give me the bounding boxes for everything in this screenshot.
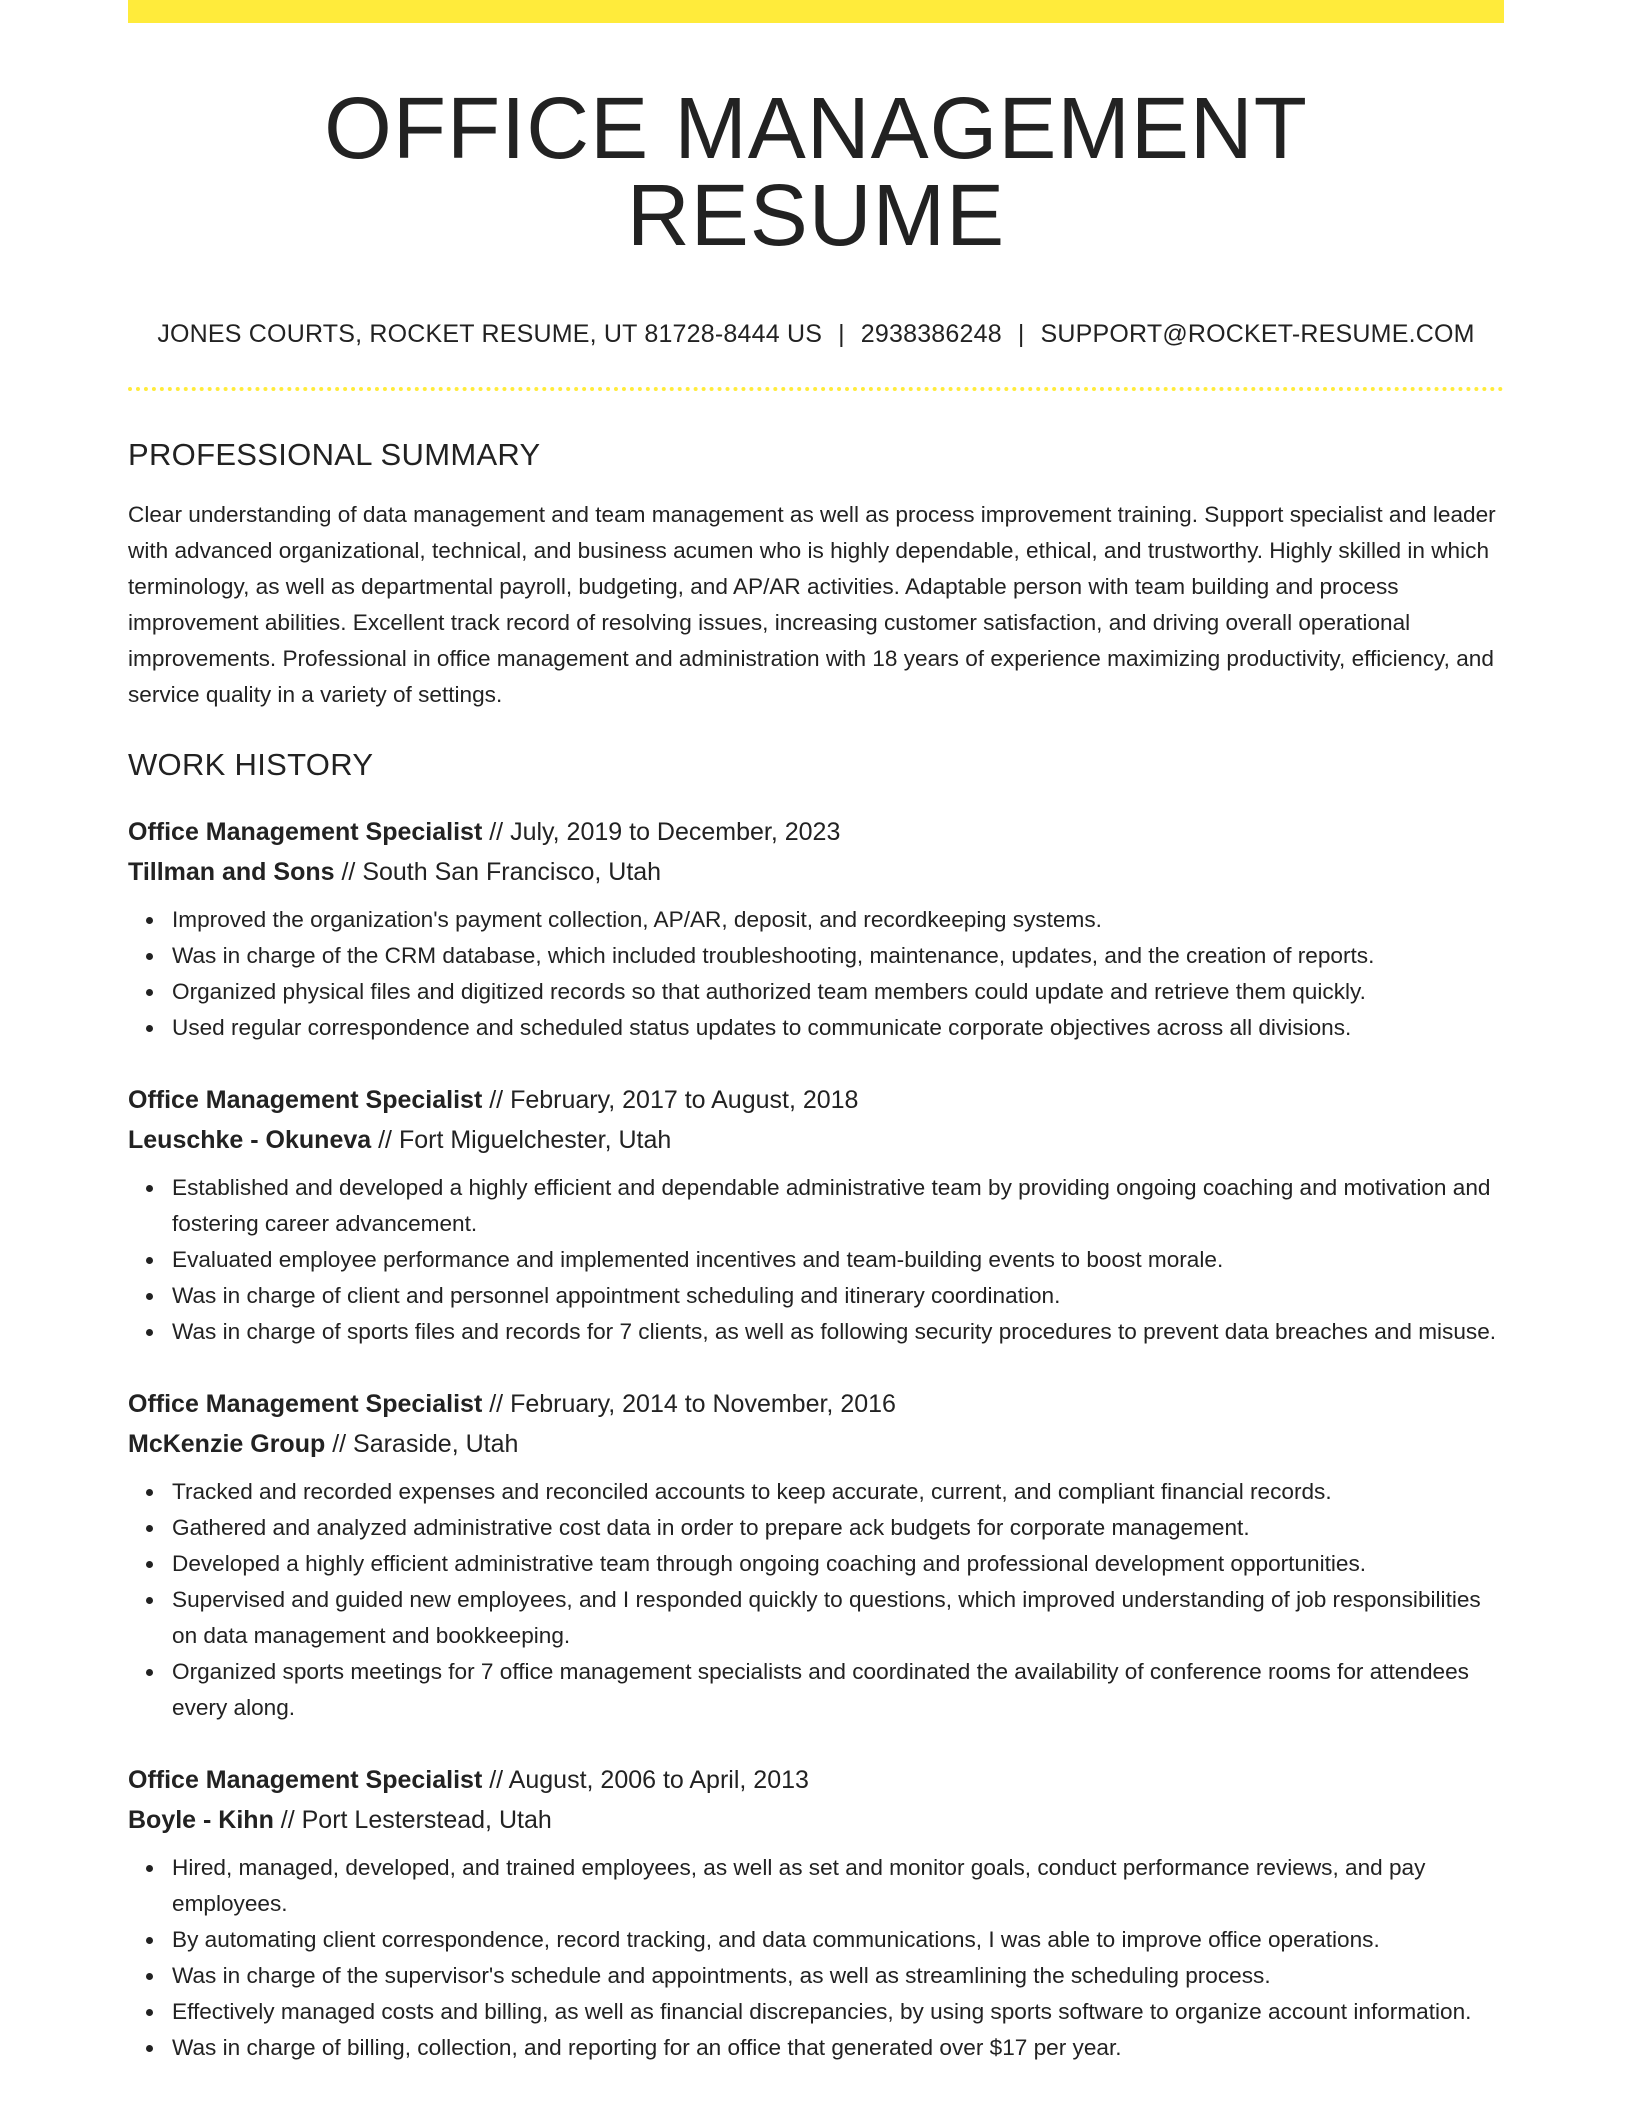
job-company-line [128,1120,1504,1160]
job-company-line [128,1800,1504,1840]
job-title-line [128,1384,1504,1424]
job-company-line [128,852,1504,892]
job-bullet: Tracked and recorded expenses and reconciled accounts to keep accurate, current, and compliant financial records. [172,1474,1504,1510]
job-title-line [128,1080,1504,1120]
job-company: Tillman and Sons [128,858,335,886]
dotted-divider [128,387,1504,391]
job-company: Leuschke - Okuneva [128,1126,372,1154]
contact-email[interactable]: SUPPORT@ROCKET-RESUME.COM [1040,320,1475,348]
job-bullet: Effectively managed costs and billing, as well as financial discrepancies, by using sports software to organize account information. [172,1994,1504,2030]
job-bullet: Was in charge of client and personnel appointment scheduling and itinerary coordination. [172,1278,1504,1314]
job-entry [128,1384,1504,1726]
job-company: Boyle - Kihn [128,1806,274,1834]
contact-separator: | [1017,320,1025,348]
contact-separator: | [838,320,845,348]
job-dates: // February, 2014 to November, 2016 [482,1390,896,1418]
job-dates: // July, 2019 to December, 2023 [482,818,841,846]
job-location: // Port Lesterstead, Utah [273,1806,552,1834]
contact-address: JONES COURTS, ROCKET RESUME, UT 81728-8444 US [157,320,823,348]
job-bullet: Improved the organization's payment collection, AP/AR, deposit, and recordkeeping systems. [172,902,1504,938]
job-bullet: Organized sports meetings for 7 office management specialists and coordinated the availability of conference rooms for attendees every along. [172,1654,1504,1726]
summary-text: Clear understanding of data management and team management as well as process improvement training. Support specialist and leader with advanced organizational, technical, and business acumen who is highly dependable, ethical, and trustworthy. Highly skilled in which terminology, as well as departmental payroll, budgeting, and AP/AR activities. Adaptable person with team building and process improvement abilities. Excellent track record of resolving issues, increasing customer satisfaction, and driving overall operational improvements. Professional in office management and administration with 18 years of experience maximizing productivity, efficiency, and service quality in a variety of settings. [128,502,1496,707]
job-location: // Fort Miguelchester, Utah [371,1126,672,1154]
job-bullet: Evaluated employee performance and implemented incentives and team-building events to boost morale. [172,1242,1504,1278]
work-history-heading: WORK HISTORY [128,747,374,782]
job-entry [128,1080,1504,1350]
job-bullets [128,902,1504,1046]
job-bullets [128,1850,1504,2066]
job-bullet: Supervised and guided new employees, and I responded quickly to questions, which improved understanding of job responsibilities on data management and bookkeeping. [172,1582,1504,1654]
contact-phone: 2938386248 [860,320,1002,348]
summary-heading: PROFESSIONAL SUMMARY [128,437,541,472]
accent-top-bar [128,0,1504,23]
job-company: McKenzie Group [128,1430,326,1458]
job-bullet: By automating client correspondence, record tracking, and data communications, I was able to improve office operations. [172,1922,1504,1958]
job-bullet: Organized physical files and digitized records so that authorized team members could update and retrieve them quickly. [172,974,1504,1010]
job-bullets [128,1170,1504,1350]
job-bullet: Used regular correspondence and scheduled status updates to communicate corporate objectives across all divisions. [172,1010,1504,1046]
job-dates: // August, 2006 to April, 2013 [482,1766,809,1794]
job-entry [128,812,1504,1046]
job-bullet: Was in charge of the CRM database, which included troubleshooting, maintenance, updates, and the creation of reports. [172,938,1504,974]
job-bullet: Established and developed a highly efficient and dependable administrative team by providing ongoing coaching and motivation and fostering career advancement. [172,1170,1504,1242]
job-bullets [128,1474,1504,1726]
job-location: // Saraside, Utah [325,1430,519,1458]
job-title: Office Management Specialist [128,1086,483,1114]
job-bullet: Gathered and analyzed administrative cost data in order to prepare ack budgets for corporate management. [172,1510,1504,1546]
job-title: Office Management Specialist [128,1766,483,1794]
job-company-line [128,1424,1504,1464]
job-dates: // February, 2017 to August, 2018 [482,1086,859,1114]
job-bullet: Was in charge of sports files and records for 7 clients, as well as following security procedures to prevent data breaches and misuse. [172,1314,1504,1350]
resume-page [128,0,1504,2066]
job-bullet: Was in charge of billing, collection, and reporting for an office that generated over $17 per year. [172,2030,1504,2066]
job-bullet: Was in charge of the supervisor's schedule and appointments, as well as streamlining the scheduling process. [172,1958,1504,1994]
job-title: Office Management Specialist [128,818,483,846]
resume-title: OFFICE MANAGEMENT RESUME [324,80,1308,264]
work-history-list [128,812,1504,2066]
job-bullet: Developed a highly efficient administrative team through ongoing coaching and professional development opportunities. [172,1546,1504,1582]
job-title: Office Management Specialist [128,1390,483,1418]
job-entry [128,1760,1504,2066]
job-title-line [128,812,1504,852]
job-location: // South San Francisco, Utah [334,858,662,886]
job-bullet: Hired, managed, developed, and trained employees, as well as set and monitor goals, conduct performance reviews, and pay employees. [172,1850,1504,1922]
job-title-line [128,1760,1504,1800]
contact-line [128,322,1504,347]
